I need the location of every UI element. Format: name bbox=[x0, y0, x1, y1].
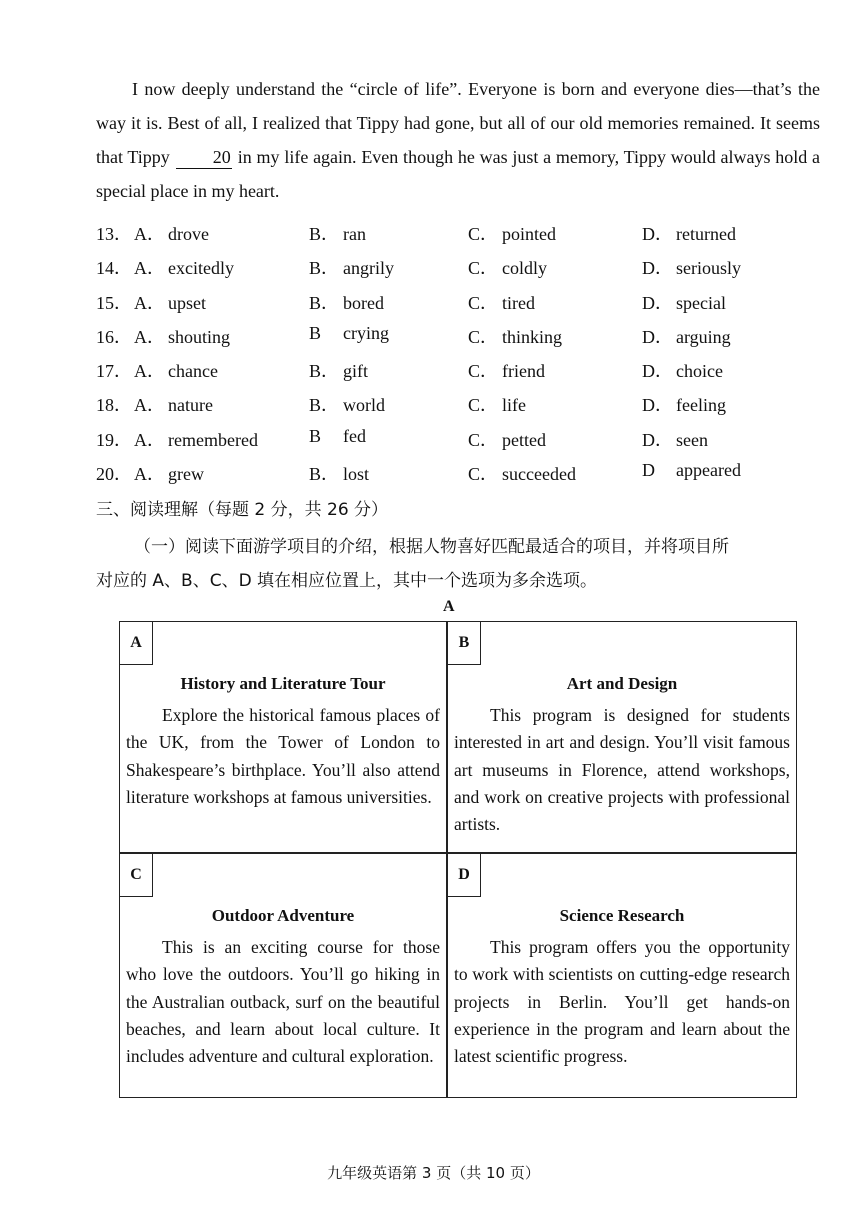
option-a bbox=[134, 289, 206, 315]
option-d bbox=[642, 289, 726, 315]
card-tag: B bbox=[448, 622, 481, 665]
program-grid bbox=[119, 621, 797, 1098]
option-text: world bbox=[343, 395, 385, 416]
question-options bbox=[96, 220, 820, 494]
option-text: petted bbox=[502, 429, 546, 450]
question-number: 15． bbox=[96, 292, 132, 313]
option-text: tired bbox=[502, 292, 535, 313]
option-text: excitedly bbox=[168, 258, 234, 279]
question-number: 17． bbox=[96, 361, 132, 382]
option-letter: D． bbox=[642, 395, 673, 416]
option-text: drove bbox=[168, 224, 209, 244]
option-text: remembered bbox=[168, 429, 258, 450]
option-d bbox=[642, 323, 731, 349]
page-footer: 九年级英语第 3 页（共 10 页） bbox=[327, 1164, 540, 1182]
option-b bbox=[309, 289, 384, 315]
option-letter: B． bbox=[309, 464, 340, 485]
option-letter: C． bbox=[468, 224, 499, 244]
option-letter: B bbox=[309, 322, 322, 343]
card-body: This program is designed for students interested in art and design. You’ll visit famous art museums in Florence, attend workshops, and work on creative projects with professional artists. bbox=[454, 705, 790, 835]
option-letter: C． bbox=[468, 326, 499, 347]
option-text: coldly bbox=[502, 258, 547, 279]
option-a bbox=[134, 220, 209, 246]
option-letter: A． bbox=[134, 258, 165, 279]
passage-text bbox=[96, 72, 820, 208]
instructions bbox=[96, 530, 800, 598]
option-a bbox=[134, 254, 234, 280]
option-a bbox=[134, 391, 213, 417]
option-text: gift bbox=[343, 361, 368, 382]
option-letter: D． bbox=[642, 429, 673, 450]
option-letter: A． bbox=[134, 395, 165, 416]
option-text: succeeded bbox=[502, 464, 576, 485]
card-tag: A bbox=[120, 622, 153, 665]
option-text: life bbox=[502, 395, 526, 416]
option-text: choice bbox=[676, 361, 723, 382]
question-number: 19． bbox=[96, 429, 132, 450]
option-c bbox=[468, 289, 535, 315]
option-letter: A． bbox=[134, 326, 165, 347]
option-d bbox=[642, 426, 708, 452]
option-c bbox=[468, 323, 562, 349]
card-tag: D bbox=[448, 854, 481, 897]
option-letter: A． bbox=[134, 361, 165, 382]
option-a bbox=[134, 357, 218, 383]
passage-paragraph bbox=[96, 72, 820, 208]
card-body: Explore the historical famous places of the UK, from the Tower of London to Shakespeare’s birthplace. You’ll also attend literature workshops at famous universities. bbox=[126, 705, 440, 807]
card-title: Science Research bbox=[559, 906, 685, 925]
question-row bbox=[96, 323, 820, 357]
option-letter: D． bbox=[642, 292, 673, 313]
option-letter: D． bbox=[642, 326, 673, 347]
option-b bbox=[309, 254, 394, 280]
option-letter: C． bbox=[468, 361, 499, 382]
option-c bbox=[468, 357, 545, 383]
option-c bbox=[468, 460, 576, 486]
option-a bbox=[134, 460, 204, 486]
option-text: seriously bbox=[676, 258, 741, 279]
option-c bbox=[468, 254, 547, 280]
option-letter: B． bbox=[309, 292, 340, 313]
question-number: 18． bbox=[96, 395, 132, 416]
option-text: chance bbox=[168, 361, 218, 382]
option-text: returned bbox=[676, 224, 736, 244]
option-b bbox=[309, 426, 366, 447]
option-text: friend bbox=[502, 361, 545, 382]
option-d bbox=[642, 357, 723, 383]
option-text: ran bbox=[343, 224, 366, 244]
option-text: pointed bbox=[502, 224, 556, 244]
program-card-a bbox=[120, 622, 446, 852]
option-letter: A． bbox=[134, 292, 165, 313]
option-letter: B． bbox=[309, 258, 340, 279]
program-card-d bbox=[448, 854, 796, 1097]
option-text: feeling bbox=[676, 395, 726, 416]
option-text: bored bbox=[343, 292, 384, 313]
option-d bbox=[642, 220, 736, 246]
option-letter: B bbox=[309, 425, 322, 446]
question-number: 13． bbox=[96, 224, 132, 244]
option-c bbox=[468, 426, 546, 452]
option-letter: D． bbox=[642, 361, 673, 382]
program-card-c bbox=[120, 854, 446, 1097]
option-letter: C． bbox=[468, 292, 499, 313]
program-card-b bbox=[448, 622, 796, 852]
option-letter: C． bbox=[468, 395, 499, 416]
question-row bbox=[96, 357, 820, 391]
option-text: special bbox=[676, 292, 726, 313]
option-text: fed bbox=[343, 425, 366, 446]
option-letter: C． bbox=[468, 429, 499, 450]
card-body: This is an exciting course for those who love the outdoors. You’ll go hiking in the Australian outback, surf on the beautiful beaches, and learn about local culture. It includes adventure and cultural exploration. bbox=[126, 937, 440, 1067]
question-number: 14． bbox=[96, 258, 132, 279]
option-text: arguing bbox=[676, 326, 731, 347]
option-c bbox=[468, 220, 556, 246]
option-text: shouting bbox=[168, 326, 231, 347]
option-b bbox=[309, 391, 385, 417]
option-b bbox=[309, 357, 368, 383]
question-row bbox=[96, 254, 820, 288]
section-heading: 三、阅读理解（每题 2 分，共 26 分） bbox=[96, 500, 389, 520]
option-text: angrily bbox=[343, 258, 394, 279]
option-letter: D． bbox=[642, 258, 673, 279]
option-letter: B． bbox=[309, 395, 340, 416]
answer-blank: 20 bbox=[176, 146, 232, 169]
option-d bbox=[642, 460, 741, 481]
instruction-line: 对应的 A、B、C、D 填在相应位置上，其中一个选项为多余选项。 bbox=[96, 571, 598, 591]
option-letter: B． bbox=[309, 224, 340, 244]
option-letter: A． bbox=[134, 464, 165, 485]
option-text: grew bbox=[168, 464, 204, 485]
card-title: Art and Design bbox=[566, 674, 678, 693]
question-row bbox=[96, 426, 820, 460]
option-a bbox=[134, 426, 258, 452]
option-b bbox=[309, 460, 369, 486]
option-letter: A． bbox=[134, 224, 165, 244]
question-row bbox=[96, 460, 820, 494]
question-number: 16． bbox=[96, 326, 132, 347]
option-text: upset bbox=[168, 292, 206, 313]
option-a bbox=[134, 323, 230, 349]
question-row bbox=[96, 289, 820, 323]
instruction-line: （一）阅读下面游学项目的介绍，根据人物喜好匹配最适合的项目，并将项目所 bbox=[134, 537, 729, 557]
option-letter: C． bbox=[468, 258, 499, 279]
option-text: crying bbox=[343, 322, 389, 343]
option-d bbox=[642, 391, 726, 417]
option-letter: C． bbox=[468, 464, 499, 485]
option-text: nature bbox=[168, 395, 213, 416]
passage-label: A bbox=[443, 598, 455, 615]
option-text: thinking bbox=[502, 326, 563, 347]
option-letter: B． bbox=[309, 361, 340, 382]
option-letter: A． bbox=[134, 429, 165, 450]
card-body: This program offers you the opportunity to work with scientists on cutting-edge research projects in Berlin. You’ll get hands-on experience in the program and learn about the latest scientific progress. bbox=[454, 937, 790, 1067]
option-letter: D bbox=[642, 460, 655, 481]
option-text: appeared bbox=[676, 460, 741, 481]
question-number: 20． bbox=[96, 464, 132, 485]
option-b bbox=[309, 220, 366, 246]
option-b bbox=[309, 323, 389, 344]
passage-text-end: in my life again. Even though he was just a memory, Tippy would always hold a special place in my heart. bbox=[96, 147, 820, 201]
option-c bbox=[468, 391, 526, 417]
option-text: lost bbox=[343, 464, 370, 485]
question-row bbox=[96, 220, 820, 254]
option-letter: D． bbox=[642, 224, 673, 244]
option-d bbox=[642, 254, 741, 280]
card-title: Outdoor Adventure bbox=[211, 906, 355, 925]
passage-text-start: I now deeply understand the “circle of life”. Everyone is born and everyone dies—that’s the way it is. Best of all, I realized that Tippy had gone, but all of our old memories remained. It seems that Tippy bbox=[96, 79, 820, 167]
card-tag: C bbox=[120, 854, 153, 897]
option-text: seen bbox=[676, 429, 708, 450]
question-row bbox=[96, 391, 820, 425]
card-title: History and Literature Tour bbox=[180, 674, 386, 693]
